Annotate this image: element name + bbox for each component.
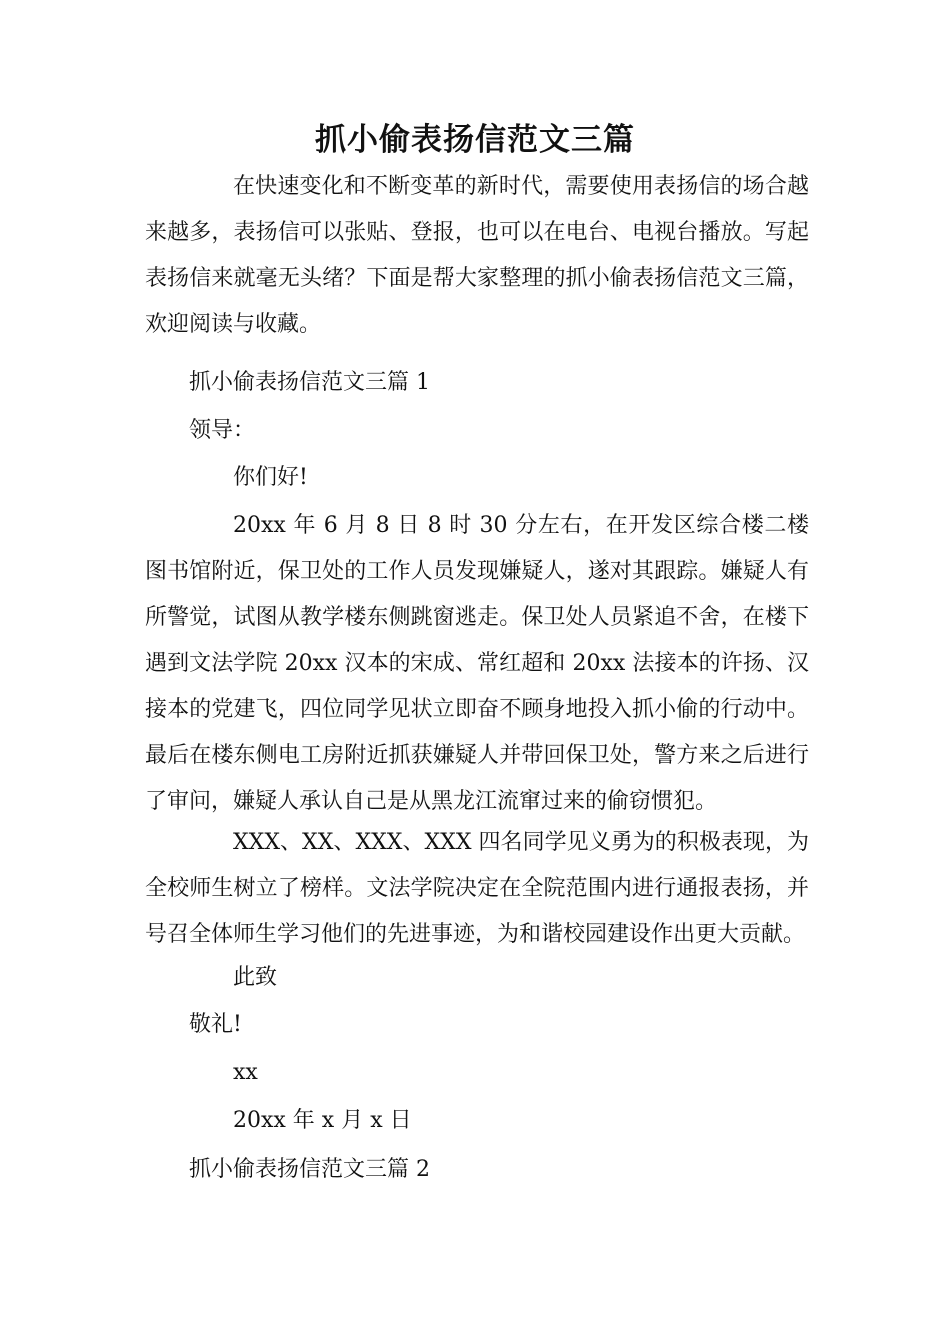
body-paragraph-1-block: [145, 503, 809, 825]
body-paragraph-2-block: [145, 820, 809, 958]
body-paragraph-2: XXX、XX、XXX、XXX 四名同学见义勇为的积极表现，为全校师生树立了榜样。文法学院决定在全院范围内进行通报表扬，并号召全体师生学习他们的先进事迹，为和谐校园建设作出更大贡献。: [145, 830, 809, 947]
section-2-heading: 抓小偷表扬信范文三篇 2: [189, 1157, 430, 1182]
body-paragraph-1: 20xx 年 6 月 8 日 8 时 30 分左右，在开发区综合楼二楼图书馆附近，保卫处的工作人员发现嫌疑人，遂对其跟踪。嫌疑人有所警觉，试图从教学楼东侧跳窗逃走。保卫处人员紧追不舍，在楼下遇到文法学院 20xx 汉本的宋成、常红超和 20xx 法接本的许扬、汉接本的党建飞，四位同学见状立即奋不顾身地投入抓小偷的行动中。最后在楼东侧电工房附近抓获嫌疑人并带回保卫处，警方来之后进行了审问，嫌疑人承认自己是从黑龙江流窜过来的偷窃惯犯。: [145, 513, 809, 814]
closing-line-2: 敬礼!: [189, 1012, 242, 1037]
greeting: 你们好!: [233, 465, 308, 490]
section-1-heading: 抓小偷表扬信范文三篇 1: [189, 370, 430, 395]
salutation: 领导：: [189, 418, 256, 443]
signature: xx: [233, 1060, 258, 1085]
intro-paragraph: 在快速变化和不断变革的新时代，需要使用表扬信的场合越来越多，表扬信可以张贴、登报，也可以在电台、电视台播放。写起表扬信来就毫无头绪？下面是帮大家整理的抓小偷表扬信范文三篇，欢迎阅读与收藏。: [145, 174, 809, 337]
document-title: 抓小偷表扬信范文三篇: [315, 122, 635, 158]
closing-line-1: 此致: [233, 965, 278, 990]
intro-block: [145, 164, 809, 348]
date-line: 20xx 年 x 月 x 日: [233, 1108, 412, 1133]
